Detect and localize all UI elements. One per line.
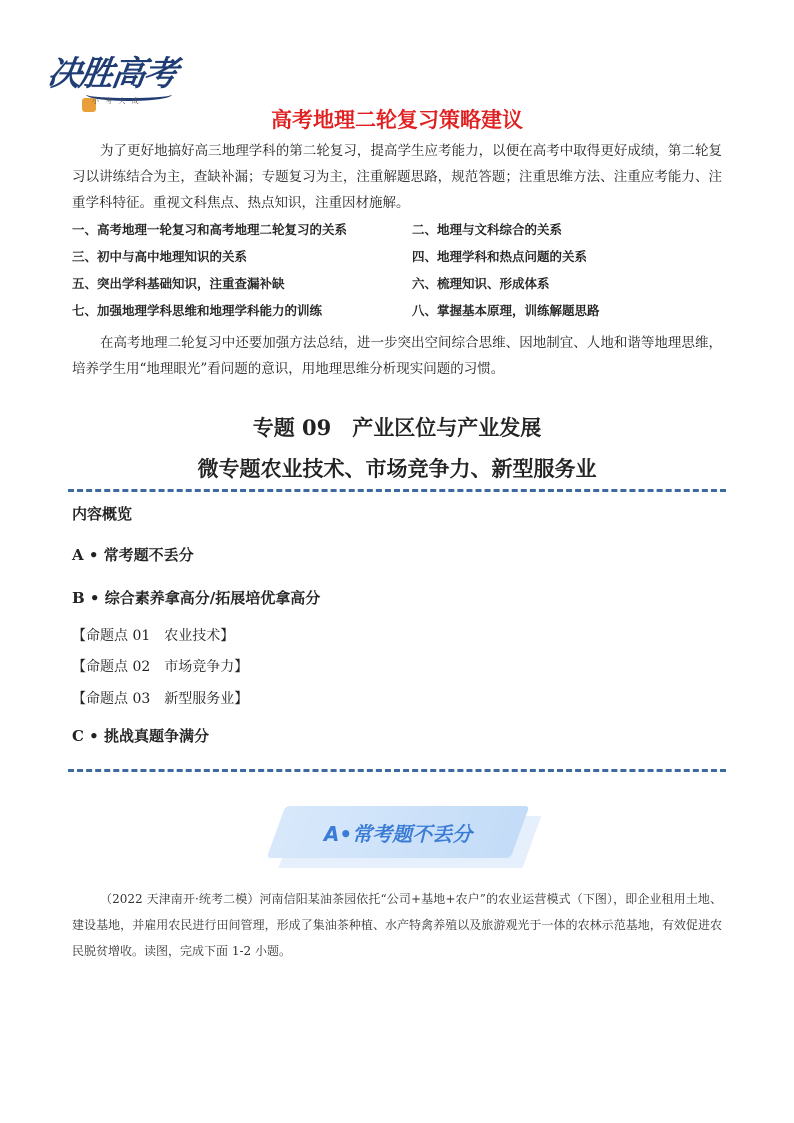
- proposition-point: 【命题点 01 农业技术】: [72, 628, 235, 644]
- overview-section-a: A • 常考题不丢分: [72, 546, 194, 564]
- section-banner: [276, 806, 520, 858]
- strategy-item: 五、突出学科基础知识，注重查漏补缺: [72, 276, 285, 291]
- intro-paragraph: 为了更好地搞好高三地理学科的第二轮复习，提高学生应考能力，以便在高考中取得更好成绩，第二轮复习以讲练结合为主，查缺补漏；专题复习为主，注重解题思路，规范答题；注重思维方法、注重应考能力、注重学科特征。重视文科焦点、热点知识，注重因材施解。: [72, 143, 722, 211]
- page-title: 高考地理二轮复习策略建议: [271, 108, 523, 132]
- topic-title: 专题 09 产业区位与产业发展: [252, 415, 542, 440]
- summary-paragraph: 在高考地理二轮复习中还要加强方法总结，进一步突出空间综合思维、因地制宜、人地和谐等地理思维，培养学生用“地理眼光”看问题的意识，用地理思维分析现实问题的习惯。: [72, 335, 722, 377]
- question-stem: （2022 天津南开·统考二模）河南信阳某油茶园依托“公司+基地+农户”的农业运营模式（下图），即企业租用土地、建设基地，并雇用农民进行田间管理，形成了集油茶种植、水产特禽养殖以及旅游观光于一体的农林示范基地，有效促进农民脱贫增收。读图，完成下面 1-2 小题。: [72, 892, 722, 958]
- strategy-item: 三、初中与高中地理知识的关系: [72, 249, 248, 264]
- strategy-list: [72, 220, 732, 320]
- overview-section-b: B • 综合素养拿高分/拓展培优拿高分: [72, 589, 321, 607]
- micro-topic-title: 微专题农业技术、市场竞争力、新型服务业: [197, 456, 597, 481]
- strategy-item: 七、加强地理学科思维和地理学科能力的训练: [72, 303, 323, 318]
- banner-text: A•常考题不丢分: [323, 822, 473, 846]
- strategy-item: 二、地理与文科综合的关系: [412, 222, 563, 237]
- strategy-item: 六、梳理知识、形成体系: [412, 276, 550, 291]
- logo-text: 决胜高考: [44, 54, 179, 94]
- proposition-point: 【命题点 02 市场竞争力】: [72, 659, 249, 675]
- strategy-item: 四、地理学科和热点问题的关系: [412, 249, 588, 264]
- dashed-divider: [68, 489, 726, 492]
- strategy-item: 一、高考地理一轮复习和高考地理二轮复习的关系: [72, 222, 348, 237]
- logo-subtext: 小 考 大 成: [92, 97, 141, 105]
- overview-section-c: C • 挑战真题争满分: [72, 727, 209, 745]
- dashed-divider: [68, 769, 726, 772]
- proposition-point: 【命题点 03 新型服务业】: [72, 691, 249, 707]
- strategy-item: 八、掌握基本原理，训练解题思路: [412, 303, 600, 318]
- overview-heading: 内容概览: [72, 505, 133, 523]
